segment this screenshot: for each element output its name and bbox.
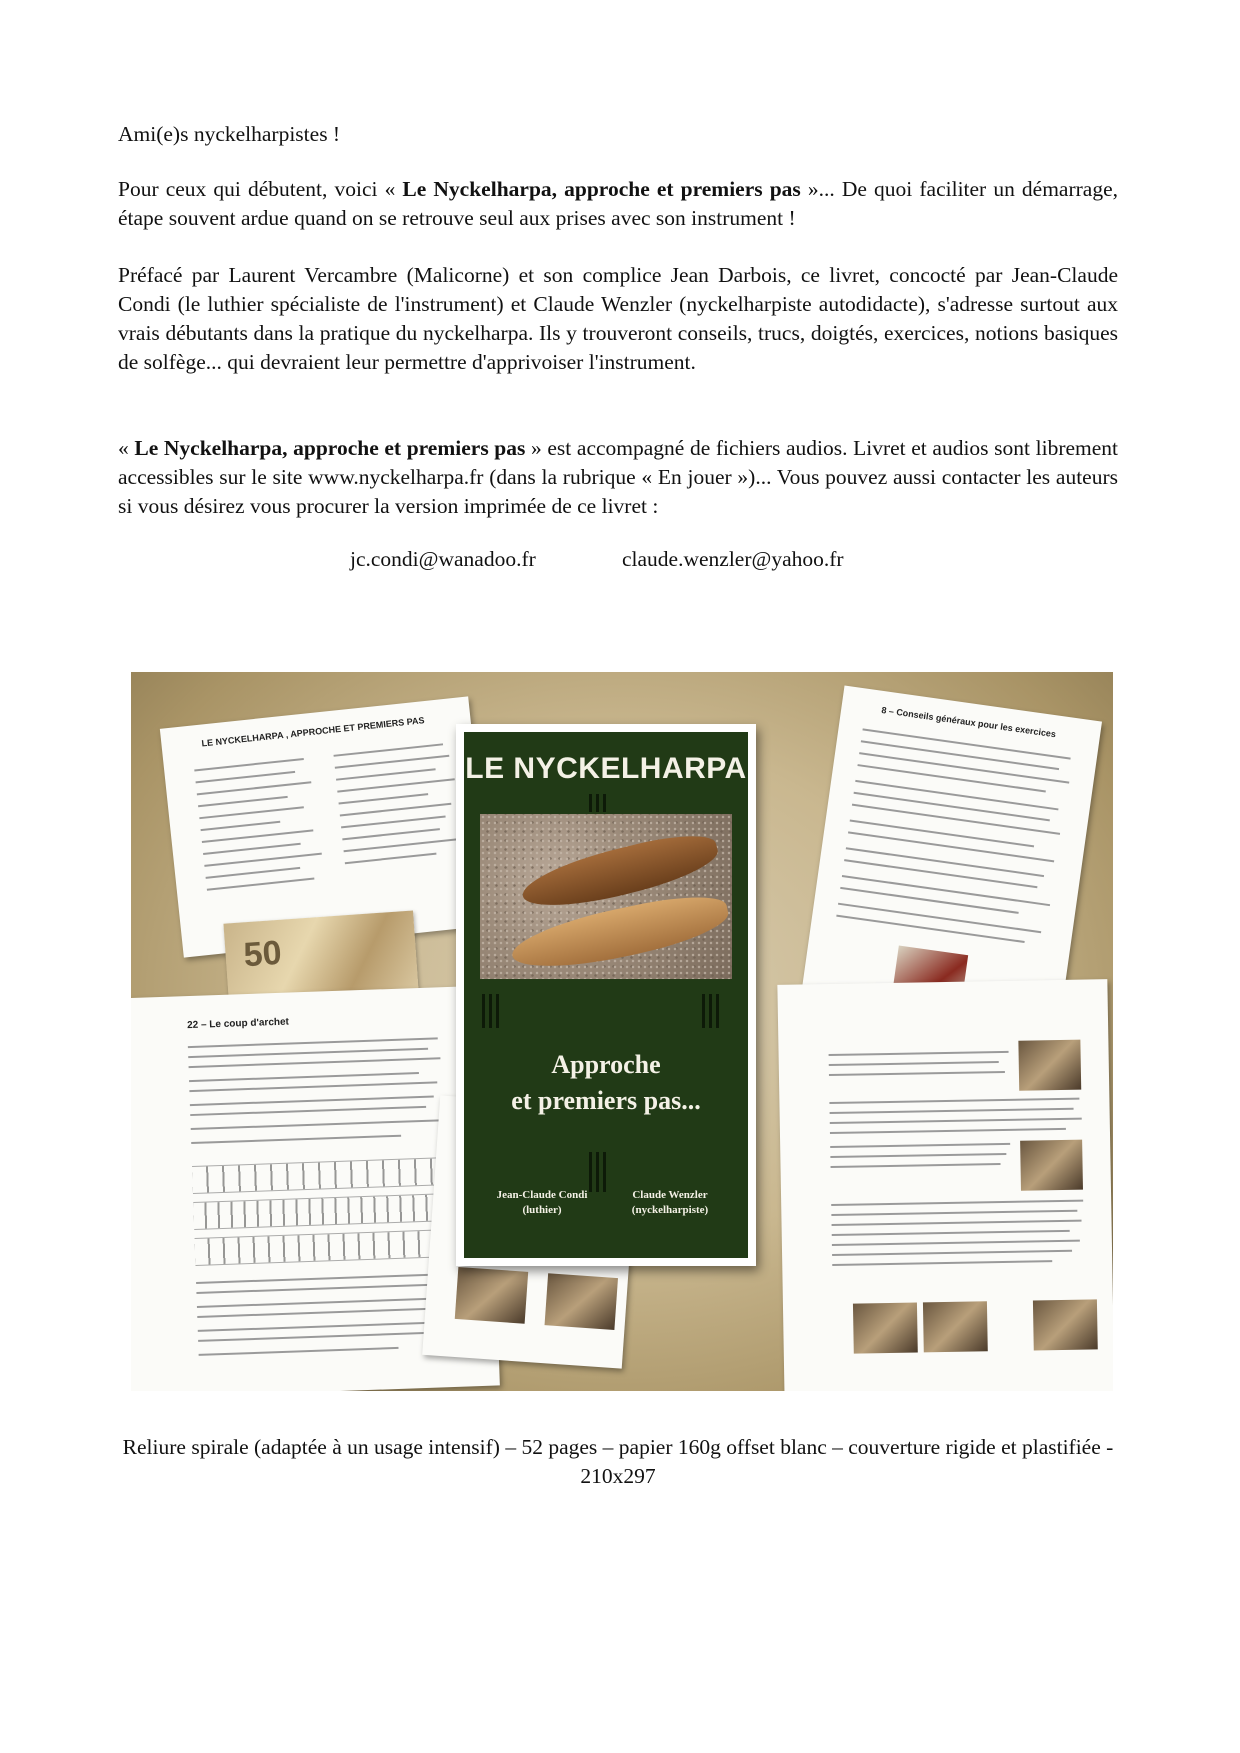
intro-text-a: Pour ceux qui débutent, voici « [118, 177, 403, 201]
audio-paragraph [118, 434, 1118, 521]
cover-subtitle [464, 1047, 748, 1119]
email-wenzler[interactable]: claude.wenzler@yahoo.fr [622, 547, 844, 571]
author-condi-name: Jean-Claude Condi [496, 1189, 588, 1201]
book-title-bold: Le Nyckelharpa, approche et premiers pas [402, 177, 801, 201]
booklet-cover [456, 724, 756, 1266]
booklet-photo [131, 672, 1113, 1391]
cover-subtitle-line-1: Approche [551, 1050, 661, 1079]
exercises-page-title: 8 – Conseils généraux pour les exercices [880, 704, 1057, 740]
holding-page [777, 979, 1113, 1391]
greeting: Ami(e)s nyckelharpistes ! [118, 122, 341, 146]
email-condi[interactable]: jc.condi@wanadoo.fr [350, 547, 536, 571]
author-wenzler-role: (nyckelharpiste) [631, 1204, 709, 1216]
booklet-specs-caption: Reliure spirale (adaptée à un usage intensif) – 52 pages – papier 160g offset blanc – couverture rigide et plastifiée - 210x297 [122, 1435, 1114, 1488]
intro-text-b: »... De quoi faciliter un démarrage, étape souvent ardue quand on se retrouve seul aux prises avec son instrument ! [118, 177, 1118, 230]
author-condi-role: (luthier) [522, 1204, 562, 1216]
cover-title: LE NYCKELHARPA [465, 752, 747, 785]
nyckelharpa-photo [480, 814, 732, 979]
cover-panel [464, 732, 748, 1258]
book-title-bold-2: Le Nyckelharpa, approche et premiers pas [134, 436, 526, 460]
author-wenzler-name: Claude Wenzler [632, 1189, 708, 1201]
bowing-page-title: 22 – Le coup d'archet [186, 1016, 290, 1032]
banknote-value: 50 [242, 933, 283, 975]
audio-text-b: » est accompagné de fichiers audios. Livret et audios sont librement accessibles sur le site www.nyckelharpa.fr (dans la rubrique « En jouer »)... Vous pouvez aussi contacter les auteurs si vous désirez vous procurer la version imprimée de ce livret : [118, 436, 1119, 518]
cover-author-wenzler [610, 1188, 730, 1218]
preface-paragraph: Préfacé par Laurent Vercambre (Malicorne) et son complice Jean Darbois, ce livret, concocté par Jean-Claude Condi (le luthier spécialiste de l'instrument) et Claude Wenzler (nyckelharpiste autodidacte), s'adresse surtout aux vrais débutants dans la pratique du nyckelharpa. Ils y trouveront conseils, trucs, doigtés, exercices, notions basiques de solfège... qui devraient leur permettre d'apprivoiser l'instrument. [118, 263, 1118, 374]
intro-paragraph [118, 175, 1118, 233]
cover-subtitle-line-2: et premiers pas... [511, 1086, 701, 1115]
audio-text-a: « [118, 436, 135, 460]
cover-author-condi [482, 1188, 602, 1218]
toc-page-title: LE NYCKELHARPA , APPROCHE ET PREMIERS PAS [201, 715, 425, 749]
